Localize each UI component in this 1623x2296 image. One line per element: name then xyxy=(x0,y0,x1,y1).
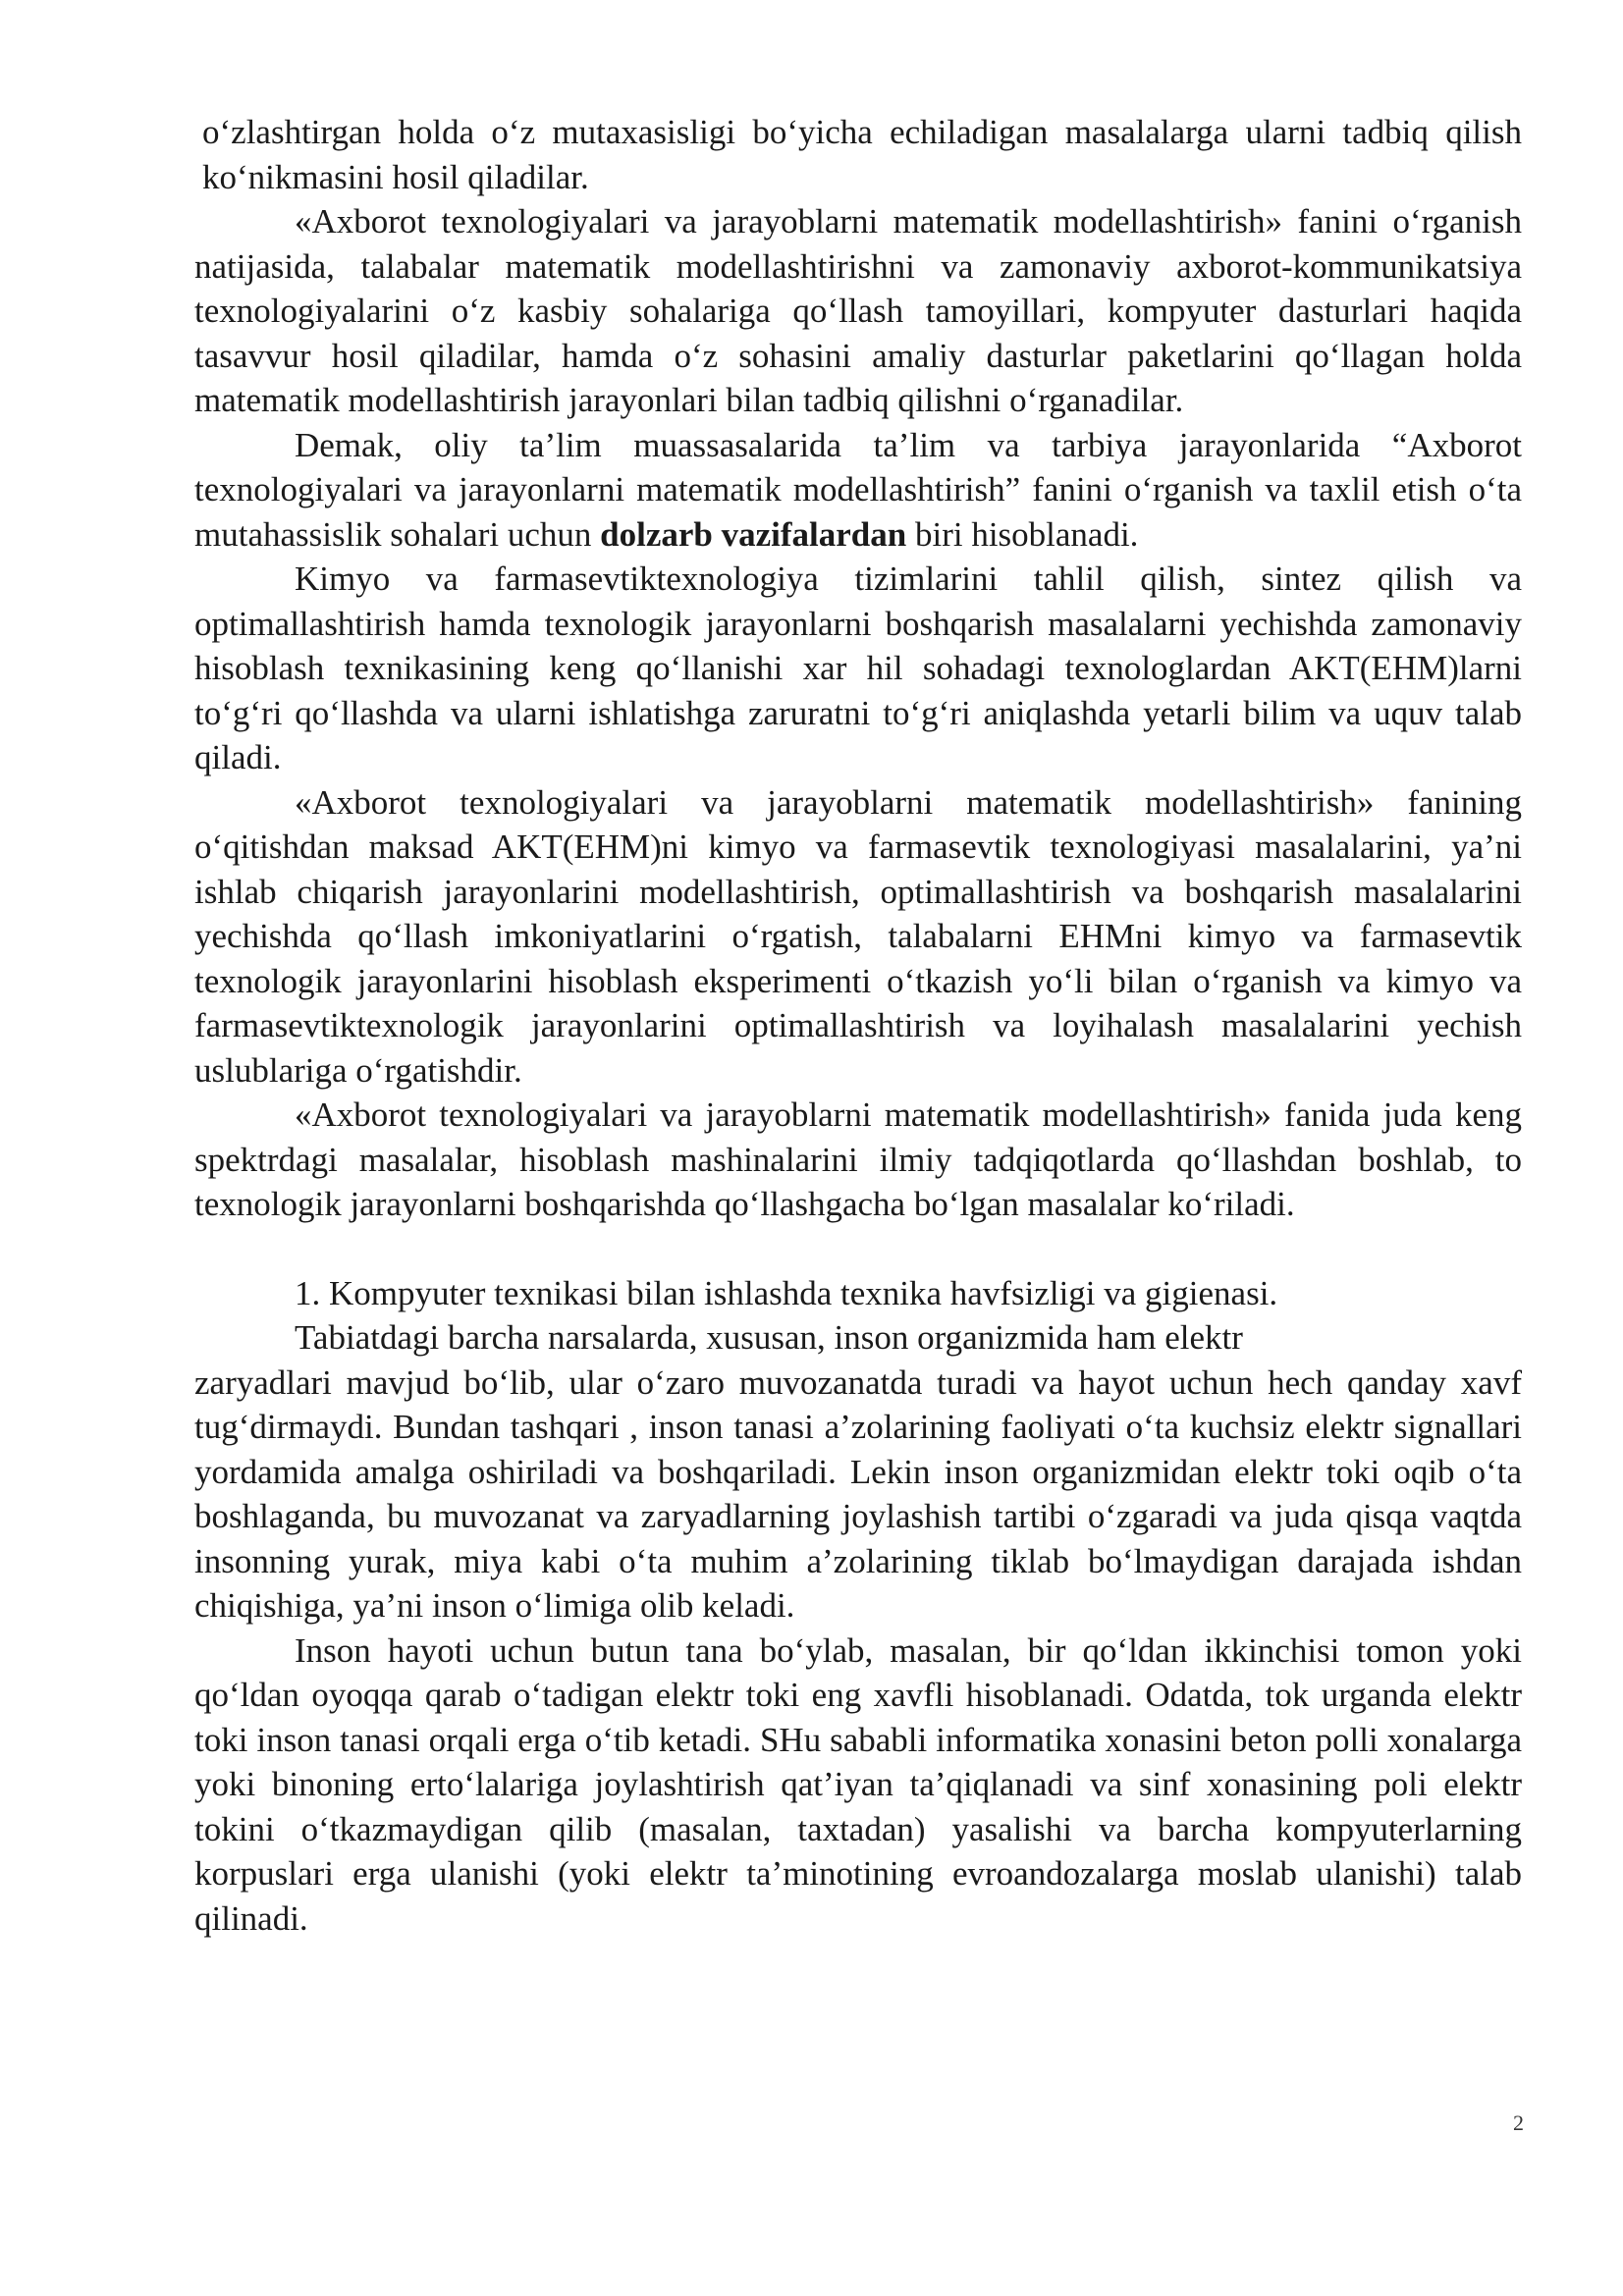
paragraph-chemistry: Kimyo va farmasevtiktexnologiya tizimlarini tahlil qilish, sintez qilish va optimallashtirish hamda texnologik jarayonlarni boshqarish masalalarni yechishda zamonaviy hisoblash texnikasining keng qo‘llanishi xar hil sohadagi texnologlardan AKT(EHM)larni to‘g‘ri qo‘llashda va ularni ishlatishga zaruratni to‘g‘ri aniqlashda yetarli bilim va uquv talab qiladi. xyxy=(194,560,1522,776)
paragraph-course-scope: «Axborot texnologiyalari va jarayoblarni matematik modellashtirish» fanida juda keng spektrdagi masalalar, hisoblash mashinalarini ilmiy tadqiqotlarda qo‘llashdan boshlab, to texnologik jarayonlarni boshqarishda qo‘llashgacha bo‘lgan masalalar ko‘riladi. xyxy=(194,1095,1522,1223)
paragraph-importance xyxy=(194,423,1522,558)
paragraph-course-outcomes: «Axborot texnologiyalari va jarayoblarni matematik modellashtirish» fanini o‘rganish natijasida, talabalar matematik modellashtirishni va zamonaviy axborot-kommunikatsiya texnologiyalarini o‘z kasbiy sohalariga qo‘llash tamoyillari, kompyuter dasturlari haqida tasavvur hosil qiladilar, hamda o‘z sohasini amaliy dasturlar paketlarini qo‘llagan holda matematik modellashtirish jarayonlari bilan tadbiq qilishni o‘rganadilar. xyxy=(194,202,1522,419)
page-number: 2 xyxy=(1513,2110,1524,2135)
paragraph-importance-end: biri hisoblanadi. xyxy=(906,514,1139,554)
document-page xyxy=(194,110,1522,1941)
paragraph-course-goal: «Axborot texnologiyalari va jarayoblarni matematik modellashtirish» fanining o‘qitishdan maksad AKT(EHM)ni kimyo va farmasevtik texnologiyasi masalalarini, ya’ni ishlab chiqarish jarayonlarini modellashtirish, optimallashtirish va boshqarish masalalarini yechishda qo‘llash imkoniyatlarini o‘rgatish, talabalarni EHMni kimyo va farmasevtik texnologik jarayonlarini hisoblash eksperimenti o‘tkazish yo‘li bilan o‘rganish va kimyo va farmasevtiktexnologik jarayonlarini optimallashtirish va loyihalash masalalarini yechish uslublariga o‘rgatishdir. xyxy=(194,782,1522,1090)
paragraph-intro: o‘zlashtirgan holda o‘z mutaxasisligi bo‘yicha echiladigan masalalarga ularni tadbiq qilish ko‘nikmasini hosil qiladilar. xyxy=(202,113,1522,196)
paragraph-electric-current: Inson hayoti uchun butun tana bo‘ylab, masalan, bir qo‘ldan ikkinchisi tomon yoki qo‘ldan oyoqqa qarab o‘tadigan elektr toki eng xavfli hisoblanadi. Odatda, tok urganda elektr toki inson tanasi orqali erga o‘tib ketadi. SHu sababli informatika xonasini beton polli xonalarga yoki binoning erto‘lalariga joylashtirish qat’iyan ta’qiqlanadi va sinf xonasining poli elektr tokini o‘tkazmaydigan qilib (masalan, taxtadan) yasalishi va barcha kompyuterlarning korpuslari erga ulanishi (yoki elektr ta’minotining evroandozalarga moslab ulanishi) talab qilinadi. xyxy=(194,1630,1522,1938)
paragraph-electric-charges: zaryadlari mavjud bo‘lib, ular o‘zaro muvozanatda turadi va hayot uchun hech qanday xavf tug‘dirmaydi. Bundan tashqari , inson tanasi a’zolarining faoliyati o‘ta kuchsiz elektr signallari yordamida amalga oshiriladi va boshqariladi. Lekin inson organizmidan elektr toki oqib o‘ta boshlaganda, bu muvozanat va zaryadlarning joylashish tartibi o‘zgaradi va juda qisqa vaqtda insonning yurak, miya kabi o‘ta muhim a’zolarining tiklab bo‘lmaydigan darajada ishdan chiqishiga, ya’ni inson o‘limiga olib keladi. xyxy=(194,1362,1522,1625)
section-heading: 1. Kompyuter texnikasi bilan ishlashda texnika havfsizligi va gigienasi. xyxy=(295,1273,1278,1312)
section-first-line: Tabiatdagi barcha narsalarda, xususan, inson organizmida ham elektr xyxy=(295,1318,1243,1357)
paragraph-importance-text: Demak, oliy ta’lim muassasalarida ta’lim va tarbiya jarayonlarida “Axborot texnologiyalari va jarayonlarni matematik modellashtirish” fanini o‘rganish va taxlil etish o‘ta mutahassislik sohalari uchun xyxy=(194,425,1522,554)
bold-phrase: dolzarb vazifalardan xyxy=(600,514,907,554)
